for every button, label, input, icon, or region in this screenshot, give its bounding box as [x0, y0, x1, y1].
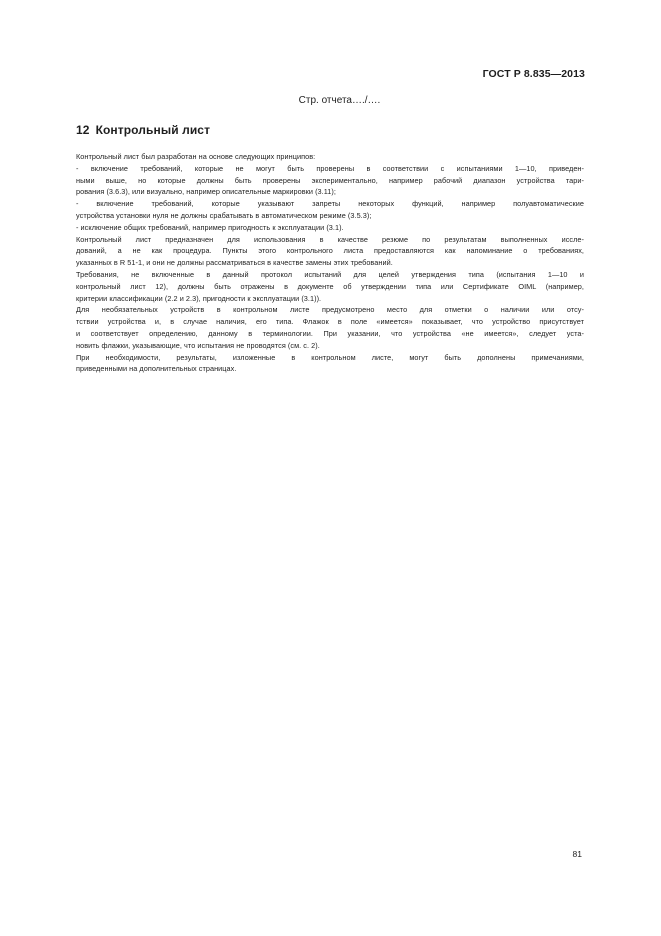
- text-line: новить флажки, указывающие, что испытания не проводятся (см. с. 2).: [76, 340, 320, 350]
- text-line: Для необязательных устройств в контрольном листе предусмотрено место для отметки о наличии или отсу-: [76, 305, 584, 315]
- page-number: 81: [572, 849, 582, 859]
- text-line: и соответствует определению, данному в терминологии. При указании, что устройства «не имеется», следует уста-: [76, 328, 584, 338]
- text-line: рования (3.6.3), или визуально, например описательные маркировки (3.11);: [76, 187, 336, 197]
- text-line: Требования, не включенные в данный протокол испытаний для целей утверждения типа (испытания 1—10 и: [76, 269, 584, 279]
- text-line: - включение требований, которые указывают запреты некоторых функций, например полуавтоматические: [76, 199, 584, 209]
- text-line: ными выше, но которые должны быть проверены экспериментально, например рабочий диапазон устройства тари-: [76, 175, 584, 185]
- report-page-label: Стр. отчета…./….: [298, 95, 381, 106]
- text-line: контрольный лист 12), должны быть отражены в документе об утверждении типа или Сертификате OIML (например,: [76, 281, 584, 291]
- body-text: [76, 151, 584, 375]
- text-line: устройства установки нуля не должны срабатывать в автоматическом режиме (3.5.3);: [76, 210, 372, 220]
- standard-code-header: ГОСТ Р 8.835—2013: [482, 68, 585, 80]
- text-line: указанных в R 51-1, и они не должны рассматриваться в качестве замены этих требований.: [76, 258, 393, 268]
- text-line: При необходимости, результаты, изложенные в контрольном листе, могут быть дополнены примечаниями,: [76, 352, 584, 362]
- text-line: Контрольный лист предназначен для использования в качестве резюме по результатам выполненных иссле-: [76, 234, 584, 244]
- section-title: Контрольный лист: [95, 123, 211, 137]
- text-line: приведенными на дополнительных страницах.: [76, 364, 237, 374]
- text-line: - включение требований, которые не могут быть проверены в соответствии с испытаниями 1—10, приведен-: [76, 163, 584, 173]
- text-line: дований, а не как процедура. Пункты этого контрольного листа предоставляются как напоминание о требованиях,: [76, 246, 584, 256]
- text-line: Контрольный лист был разработан на основе следующих принципов:: [76, 152, 316, 161]
- section-heading: [76, 123, 210, 137]
- text-line: критерии классификации (2.2 и 2.3), пригодности к эксплуатации (3.1)).: [76, 293, 322, 303]
- section-number: 12: [76, 123, 90, 137]
- text-line: - исключение общих требований, например пригодность к эксплуатации (3.1).: [76, 222, 344, 232]
- text-line: тствии устройства и, в случае наличия, его типа. Флажок в поле «имеется» показывает, что устройство присутствует: [76, 317, 584, 327]
